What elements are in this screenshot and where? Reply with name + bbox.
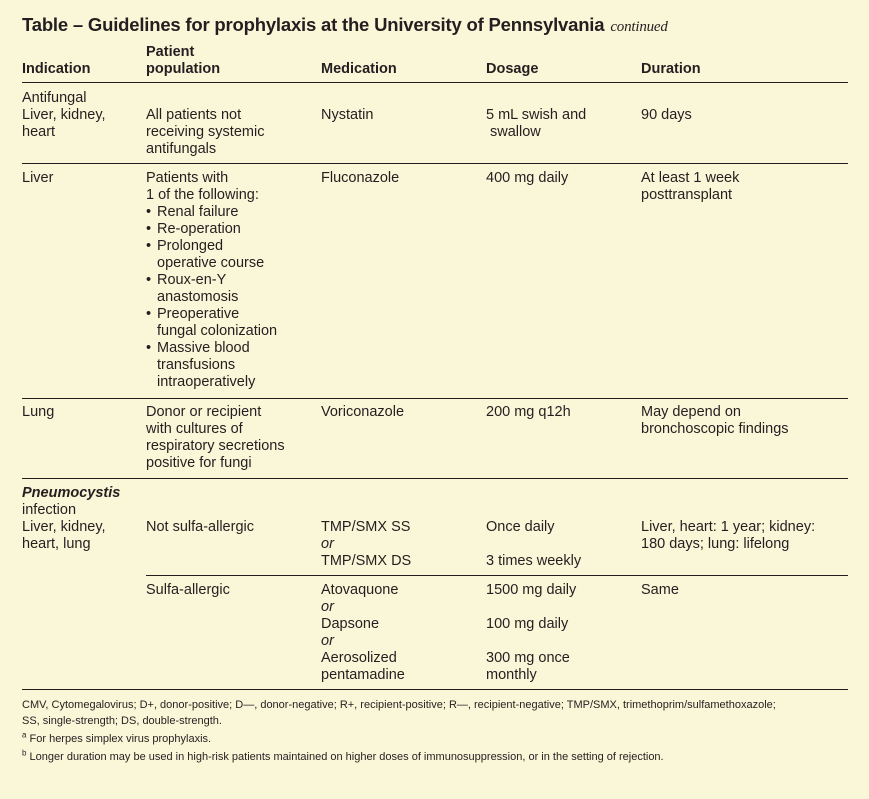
not-sulfa-duration: Liver, heart: 1 year; kidney: 180 days; lung: lifelong (641, 519, 816, 552)
liver-dosage: 400 mg daily (486, 170, 569, 186)
antifungal-dosage: 5 mL swish and swallow (486, 107, 587, 140)
sulfa-population: Sulfa-allergic (146, 582, 230, 598)
sulfa-duration: Same (641, 582, 679, 598)
header-rule (22, 82, 848, 83)
table-title: Table – Guidelines for prophylaxis at the University of Pennsylvania continued (22, 14, 668, 35)
header-duration: Duration (641, 61, 701, 77)
header-population: Patient population (146, 44, 221, 77)
not-sulfa-population: Not sulfa-allergic (146, 519, 254, 535)
header-medication: Medication (321, 61, 397, 77)
table-bottom-rule (22, 689, 848, 690)
antifungal-duration: 90 days (641, 107, 692, 123)
row-divider (22, 478, 848, 479)
lung-population: Donor or recipient with cultures of respiratory secretions positive for fungi (146, 404, 285, 471)
sub-row-divider (146, 575, 848, 576)
antifungal-medication: Nystatin (321, 107, 374, 123)
antifungal-population: All patients not receiving systemic antifungals (146, 107, 265, 157)
liver-bullet: • Renal failure (146, 204, 277, 221)
footnote-b: $^b$ Longer duration may be used in high-risk patients maintained on higher doses of immunosuppression, or in the setting of rejection. (22, 748, 664, 763)
lung-medication: Voriconazole (321, 404, 405, 420)
liver-bullet: • Preoperative fungal colonization (146, 306, 277, 340)
row-divider (22, 163, 848, 164)
lung-duration: May depend on bronchoscopic findings (641, 404, 789, 437)
footnote-a: $^a$ For herpes simplex virus prophylaxis. (22, 730, 212, 745)
not-sulfa-medication: TMP/SMX SS or TMP/SMX DS (321, 519, 412, 569)
header-dosage: Dosage (486, 61, 539, 77)
footnote-abbreviations: CMV, Cytomegalovirus; D+, donor-positive; D—, donor-negative; R+, recipient-positive; R—, recipient-negative; TMP/SMX, trimethoprim/sulfamethoxazole; SS, single-strength; DS, double-strength. (22, 699, 776, 727)
liver-medication: Fluconazole (321, 170, 400, 186)
antifungal-indication: Antifungal Liver, kidney, heart (22, 90, 106, 140)
liver-bullet: • Prolonged operative course (146, 238, 277, 272)
pneumocystis-indication: Pneumocystis infection Liver, kidney, heart, lung (22, 485, 121, 552)
liver-indication: Liver (22, 170, 54, 186)
not-sulfa-dosage: Once daily 3 times weekly (486, 519, 582, 569)
liver-duration: At least 1 week posttransplant (641, 170, 740, 203)
liver-population: Patients with 1 of the following: • Renal failure • Re-operation • Prolonged operative course • Roux-en-Y anastomosis • Preoperative fungal colonization • Massive blood transfusions intraoperatively (146, 170, 277, 391)
lung-dosage: 200 mg q12h (486, 404, 571, 420)
header-indication: Indication (22, 61, 91, 77)
liver-bullet: • Re-operation (146, 221, 277, 238)
lung-indication: Lung (22, 404, 55, 420)
title-continued: continued (610, 19, 668, 35)
sulfa-medication: Atovaquone or Dapsone or Aerosolized pentamadine (321, 582, 405, 683)
liver-bullet: • Roux-en-Y anastomosis (146, 272, 277, 306)
row-divider (22, 398, 848, 399)
sulfa-dosage: 1500 mg daily 100 mg daily 300 mg once monthly (486, 582, 577, 683)
liver-bullet: • Massive blood transfusions intraoperatively (146, 340, 277, 391)
